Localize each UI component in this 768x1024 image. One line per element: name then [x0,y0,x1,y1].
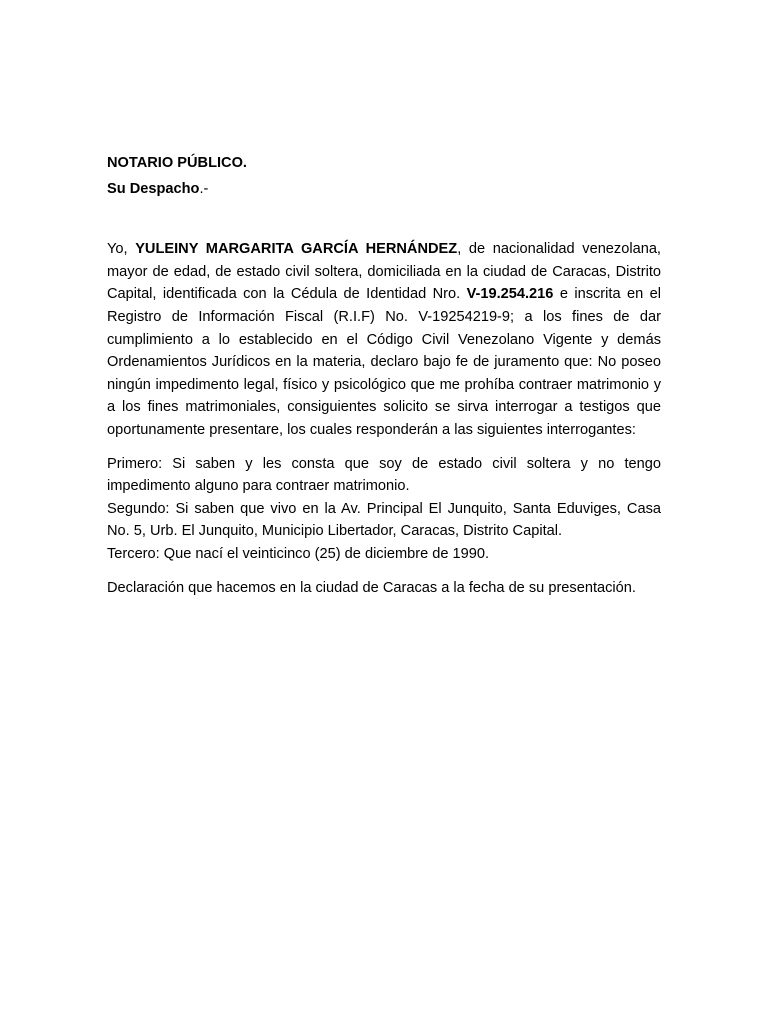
questions-block [107,453,661,566]
intro-text: Yo, [107,241,136,258]
after-name-text: , de nacionalidad venezolana, mayor de edad, de estado civil soltera, domiciliada en la ciudad de Caracas, Distrito Capital, identificada con la Cédula de Identidad Nro. [107,241,661,303]
cedula-number: V-19.254.216 [466,286,554,303]
subheading-tail: .- [199,180,209,197]
after-cedula-text: e inscrita en el Registro de Información Fiscal (R.I.F) No. V-19254219-9; a los fines de dar cumplimiento a lo establecido en el Código Civil Venezolano Vigente y demás Ordenamientos Jurídicos en la materia, declaro bajo fe de juramento que: No poseo ningún impedimento legal, físico y psicológico que me prohíba contraer matrimonio y a los fines matrimoniales, consiguientes solicito se sirva interrogar a testigos que oportunamente presentare, los cuales responderán a las siguientes interrogantes: [107,286,661,438]
closing-paragraph: Declaración que hacemos en la ciudad de Caracas a la fecha de su presentación. [107,579,636,596]
document-subheading [107,178,661,201]
question-third: Tercero: Que nací el veinticinco (25) de diciembre de 1990. [107,545,490,562]
document-heading: NOTARIO PÚBLICO. [107,155,247,171]
declarant-name: YULEINY MARGARITA GARCÍA HERNÁNDEZ [135,241,458,258]
declaration-paragraph [107,238,661,441]
question-first: Primero: Si saben y les consta que soy de estado civil soltera y no tengo impedimento alguno para contraer matrimonio. [107,455,661,495]
document-page [107,152,661,599]
subheading-bold: Su Despacho [107,180,200,197]
question-second: Segundo: Si saben que vivo en la Av. Principal El Junquito, Santa Eduviges, Casa No. 5, Urb. El Junquito, Municipio Libertador, Caracas, Distrito Capital. [107,500,661,540]
